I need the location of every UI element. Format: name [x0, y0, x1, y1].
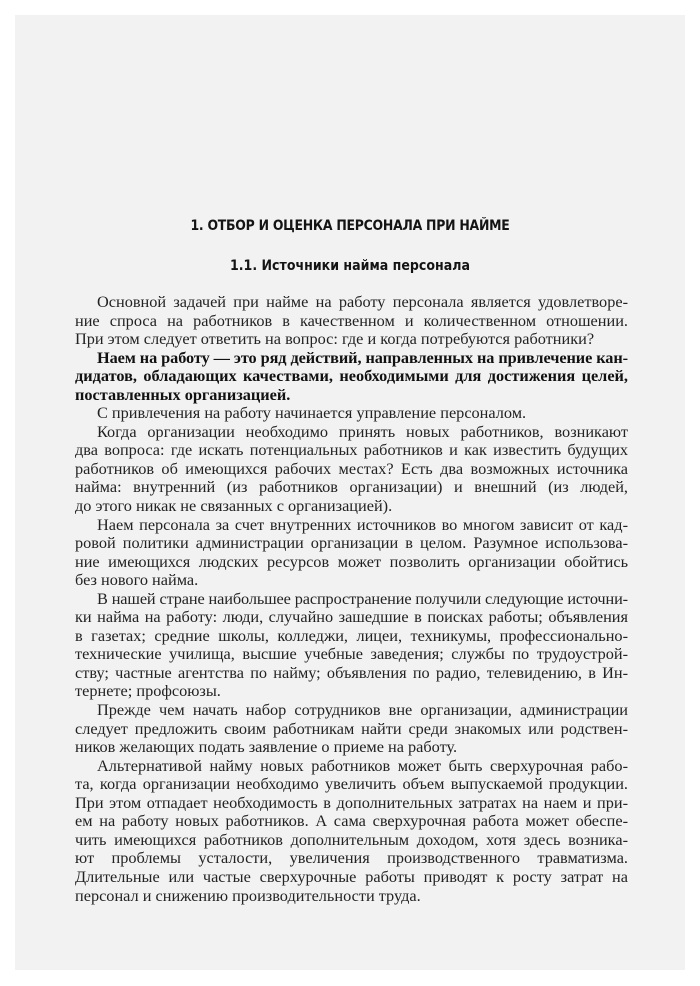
- text-line: Альтернативой найму новых работников может быть сверхурочная рабо-: [97, 755, 628, 775]
- text-line: следует предложить своим работникам найти среди знакомых или родствен-: [75, 718, 628, 738]
- text-line: в газетах; средние школы, колледжи, лицеи, техникумы, профессионально-: [75, 625, 628, 645]
- paragraph: [75, 701, 628, 757]
- section-title: 1.1. Источники найма персонала: [230, 258, 470, 274]
- paragraph: [75, 423, 628, 516]
- text-line: та, когда организации необходимо увеличить объем выпускаемой продукции.: [75, 774, 628, 794]
- text-line: С привлечения на работу начинается управление персоналом.: [97, 403, 527, 423]
- text-line: до этого никак не связанных с организацией).: [75, 496, 393, 516]
- text-line: Основной задачей при найме на работу персонала является удовлетворе-: [97, 292, 628, 311]
- text-line: чить имеющихся работников дополнительным доходом, хотя здесь возника-: [75, 829, 628, 849]
- document-page: [15, 15, 685, 970]
- paragraph: [75, 590, 628, 701]
- text-line: Длительные или частые сверхурочные работы приводят к росту затрат на: [75, 866, 628, 886]
- definition-paragraph: [75, 349, 628, 405]
- text-line: работников об имеющихся рабочих местах? Есть два возможных источника: [75, 458, 628, 478]
- text-line: ют проблемы усталости, увеличения производственного травматизма.: [75, 848, 628, 868]
- paragraph: [75, 757, 628, 905]
- text-line: ние спроса на работников в качественном и количественном отношении.: [75, 310, 628, 330]
- text-line: Наем персонала за счет внутренних источников во многом зависит от кад-: [97, 514, 628, 534]
- text-line: без нового найма.: [75, 570, 199, 590]
- text-line: Когда организации необходимо принять новых работников, возникают: [97, 421, 628, 441]
- text-line: При этом следует ответить на вопрос: где и когда потребуются работники?: [75, 329, 595, 349]
- text-line: тернете; профсоюзы.: [75, 681, 221, 701]
- text-line: поставленных организацией.: [75, 384, 291, 404]
- text-line: дидатов, обладающих качествами, необходимыми для достижения целей,: [75, 366, 628, 386]
- paragraph: [75, 404, 628, 423]
- text-line: В нашей стране наибольшее распространение получили следующие источни-: [97, 588, 628, 608]
- text-line: технические училища, высшие учебные заведения; службы по трудоустрой-: [75, 644, 628, 664]
- text-line: ние имеющихся людских ресурсов может позволить организации обойтись: [75, 551, 628, 571]
- text-line: ровой политики администрации организации в целом. Разумное использова-: [75, 533, 628, 553]
- text-line: При этом отпадает необходимость в дополнительных затратах на наем и при-: [75, 792, 628, 812]
- text-line: ем на работу новых работников. А сама сверхурочная работа может обеспе-: [75, 811, 628, 831]
- paragraph: [75, 293, 628, 349]
- paragraph: [75, 516, 628, 590]
- chapter-title: 1. ОТБОР И ОЦЕНКА ПЕРСОНАЛА ПРИ НАЙМЕ: [190, 218, 510, 234]
- text-line: Прежде чем начать набор сотрудников вне организации, администрации: [97, 700, 628, 720]
- text-line: два вопроса: где искать потенциальных работников и как известить будущих: [75, 440, 628, 460]
- text-line: найма: внутренний (из работников организации) и внешний (из людей,: [75, 477, 628, 497]
- text-line: ки найма на работу: люди, случайно зашедшие в поисках работы; объявления: [75, 607, 628, 627]
- body-text: [75, 293, 628, 905]
- text-line: ников желающих подать заявление о приеме на работу.: [75, 737, 458, 757]
- text-line: ству; частные агентства по найму; объявления по радио, телевидению, в Ин-: [75, 662, 628, 682]
- text-line: персонал и снижению производительности труда.: [75, 885, 421, 905]
- text-line: Наем на работу — это ряд действий, направленных на привлечение кан-: [97, 347, 628, 367]
